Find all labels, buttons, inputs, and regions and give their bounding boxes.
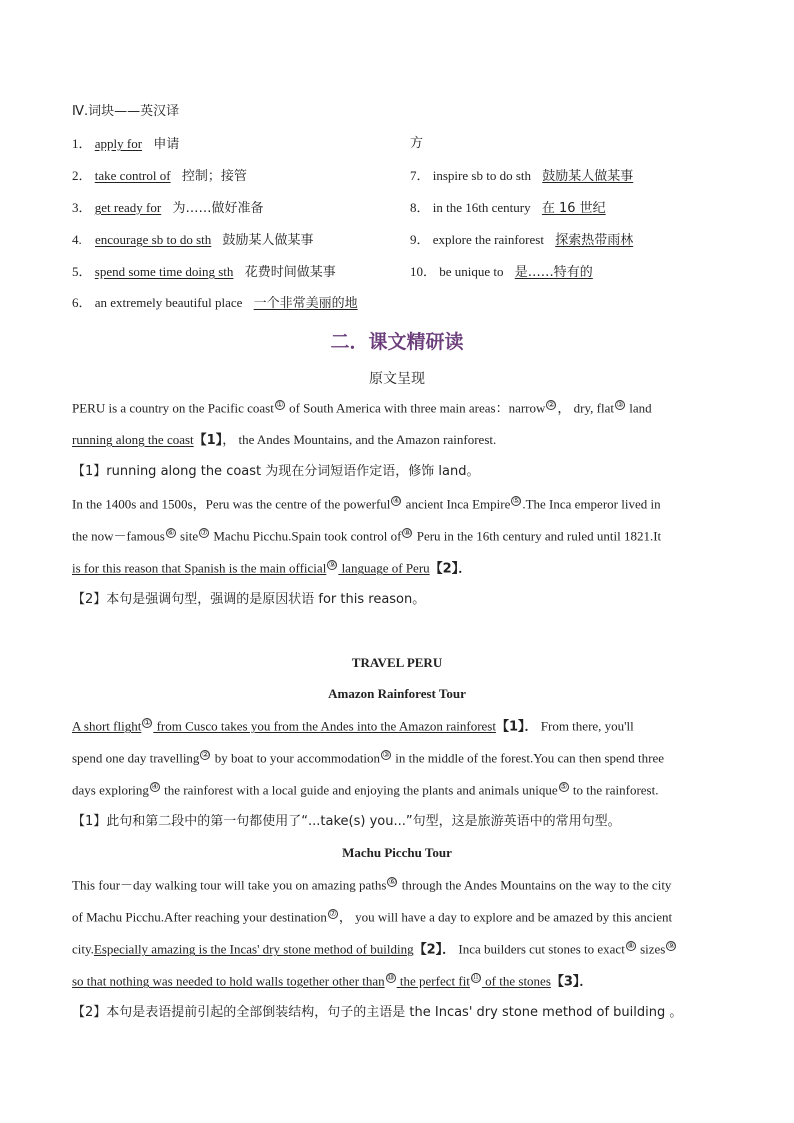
- item-chinese: 花费时间做某事: [244, 265, 336, 280]
- item-chinese: 探索热带雨林: [555, 233, 634, 248]
- marker-icon: ④: [151, 782, 159, 791]
- item-chinese: 鼓励某人做某事: [542, 169, 634, 184]
- tour2-line1: This four－day walking tour will take you on amazing paths ⑥ through the Andes Mountains on the way to the city: [72, 877, 672, 893]
- vocab-item-5: [72, 264, 336, 281]
- item-chinese: 在 16 世纪: [541, 201, 606, 216]
- item-number: 4.: [72, 232, 82, 247]
- item-english: an extremely beautiful place: [94, 295, 243, 310]
- section-subtitle: 原文呈现: [369, 371, 425, 387]
- vocab-title: Ⅳ.词块——英汉译: [72, 104, 180, 119]
- vocab-item-7: [410, 168, 633, 185]
- item-chinese: 申请: [153, 137, 180, 152]
- item-number: 9．: [410, 232, 430, 247]
- vocab-item-2: [72, 168, 247, 185]
- marker-icon: ⑨: [328, 560, 336, 569]
- section-title: 二．课文精研读: [330, 331, 464, 353]
- para1-line6: is for this reason that Spanish is the main official ⑨ language of Peru【2】．: [72, 560, 472, 577]
- vocab-item-3: [72, 200, 263, 217]
- item-chinese: 为……做好准备: [172, 201, 264, 216]
- tour1-line1: A short flight ① from Cusco takes you from the Andes into the Amazon rainforest【1】． From there, you'll: [72, 718, 634, 735]
- item-number: 8．: [410, 200, 430, 215]
- vocab-item-10: [410, 264, 593, 281]
- item-chinese: 一个非常美丽的地: [253, 296, 358, 311]
- vocab-item-9: [410, 232, 633, 249]
- item-chinese: 是……特有的: [514, 265, 593, 280]
- vocab-continuation: 方: [410, 136, 424, 151]
- item-chinese: 鼓励某人做某事: [222, 233, 314, 248]
- tour2-line3: city.Especially amazing is the Incas' dry stone method of building【2】． Inca builders cut stones to exact ⑧ sizes ⑨: [72, 941, 675, 958]
- item-english: be unique to: [439, 264, 504, 279]
- marker-icon: ②: [547, 400, 555, 409]
- tour2-line4: so that nothing was needed to hold walls together other than ⑩ the perfect fit ⑪ of the stones【3】．: [72, 973, 593, 990]
- para1-line2: running along the coast【1】， the Andes Mountains, and the Amazon rainforest.: [72, 432, 497, 448]
- item-english: get ready for: [94, 200, 162, 215]
- marker-icon: ⑤: [560, 782, 568, 791]
- item-number: 1．: [72, 136, 92, 151]
- tour1-title: Amazon Rainforest Tour: [328, 686, 466, 701]
- marker-icon: ②: [201, 750, 210, 759]
- marker-icon: ④: [392, 496, 400, 505]
- item-english: apply for: [94, 136, 143, 151]
- vocab-item-1: [72, 136, 179, 153]
- item-english: spend some time doing sth: [94, 264, 234, 279]
- marker-icon: ⑥: [388, 877, 397, 886]
- marker-icon: ①: [276, 400, 284, 409]
- marker-icon: ③: [616, 400, 624, 409]
- marker-icon: ⑧: [627, 941, 635, 950]
- marker-icon: ③: [382, 750, 390, 759]
- marker-icon: ①: [143, 718, 151, 727]
- item-english: explore the rainforest: [432, 232, 544, 247]
- item-english: inspire sb to do sth: [432, 168, 531, 183]
- item-chinese: 控制；接管: [181, 169, 247, 184]
- vocab-item-8: [410, 200, 606, 217]
- para1-line5: the now－famous ⑥ site ⑦ Machu Picchu.Spain took control of ⑧ Peru in the 16th century and ruled until 1821.It: [72, 528, 662, 544]
- marker-icon: ⑦: [329, 909, 337, 918]
- marker-icon: ⑦: [200, 528, 208, 537]
- note-2: 【2】本句是强调句型，强调的是原因状语 for this reason。: [72, 592, 426, 607]
- vocab-item-6: [72, 295, 358, 312]
- item-english: in the 16th century: [432, 200, 531, 215]
- marker-icon: ⑧: [403, 528, 412, 537]
- item-number: 3．: [72, 200, 92, 215]
- item-number: 5．: [72, 264, 92, 279]
- vocab-item-4: [72, 232, 314, 249]
- para1-line1: PERU is a country on the Pacific coast ① of South America with three main areas：narrow ② ， dry, flat ③ land: [72, 400, 652, 416]
- item-number: 2．: [72, 168, 92, 183]
- marker-icon: ⑪: [471, 973, 480, 982]
- tour2-title: Machu Picchu Tour: [342, 845, 452, 860]
- marker-icon: ⑨: [667, 941, 675, 950]
- item-number: 6．: [72, 295, 92, 310]
- marker-icon: ⑩: [387, 973, 395, 982]
- tour2-line2: of Machu Picchu.After reaching your destination ⑦ ， you will have a day to explore and be amazed by this ancient: [72, 909, 673, 925]
- para1-line4: In the 1400s and 1500s，Peru was the centre of the powerful ④ ancient Inca Empire ⑤ .The Inca emperor lived in: [72, 496, 661, 512]
- travel-title: TRAVEL PERU: [351, 655, 443, 670]
- tour1-line3: days exploring ④ the rainforest with a local guide and enjoying the plants and animals unique ⑤ to the rainforest.: [72, 782, 659, 798]
- tour1-note: 【1】此句和第二段中的第一句都使用了“...take(s) you...”句型，这是旅游英语中的常用句型。: [72, 814, 621, 829]
- tour1-line2: spend one day travelling ② by boat to your accommodation ③ in the middle of the forest.You can then spend three: [72, 750, 665, 766]
- marker-icon: ⑤: [512, 496, 520, 505]
- marker-icon: ⑥: [167, 528, 175, 537]
- item-english: take control of: [94, 168, 171, 183]
- item-english: encourage sb to do sth: [95, 232, 212, 247]
- note-1: 【1】running along the coast 为现在分词短语作定语，修饰 land。: [72, 464, 480, 479]
- item-number: 7．: [410, 168, 430, 183]
- item-number: 10．: [410, 264, 437, 279]
- tour2-note: 【2】本句是表语提前引起的全部倒装结构，句子的主语是 the Incas' dry stone method of building 。: [72, 1005, 683, 1020]
